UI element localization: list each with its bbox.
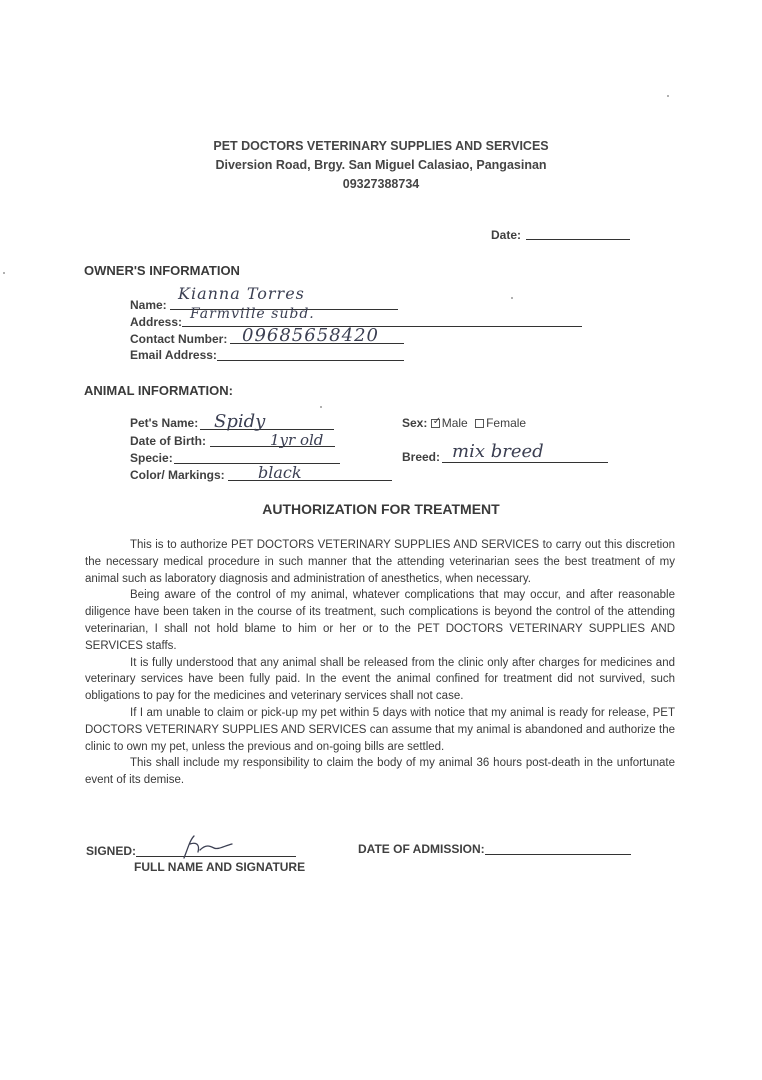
- female-option-label: Female: [486, 416, 527, 430]
- male-check-mark: ✓: [432, 416, 442, 428]
- authorization-body: [85, 537, 675, 789]
- pet-name-handwritten: Spidy: [214, 411, 266, 432]
- business-address: Diversion Road, Brgy. San Miguel Calasiao, Pangasinan: [215, 158, 547, 172]
- date-field[interactable]: [526, 239, 630, 240]
- business-phone: 09327388734: [342, 177, 420, 191]
- owner-name-label: Name:: [130, 298, 167, 312]
- date-of-birth-label: Date of Birth:: [130, 434, 206, 448]
- signed-label: SIGNED:: [86, 844, 137, 858]
- authorization-paragraph: This shall include my responsibility to claim the body of my animal 36 hours post-death in the unfortunate event of its demise.: [85, 757, 675, 787]
- authorization-paragraph: This is to authorize PET DOCTORS VETERINARY SUPPLIES AND SERVICES to carry out this discretion the necessary medical procedure in such manner that the attending veterinarian sees the best treatment of my animal such as laboratory diagnosis and administration of anesthetics, when necessary.: [85, 539, 675, 585]
- specie-field[interactable]: [174, 463, 340, 464]
- business-name: PET DOCTORS VETERINARY SUPPLIES AND SERVICES: [213, 139, 549, 153]
- color-markings-handwritten: black: [258, 463, 302, 482]
- scan-speck: [511, 297, 513, 299]
- scan-speck: [667, 95, 669, 97]
- breed-handwritten: mix breed: [452, 441, 544, 462]
- male-option-label: Male: [441, 416, 468, 430]
- authorization-paragraph: Being aware of the control of my animal, whatever complications that may occur, and after reasonable diligence have been taken in the course of its treatment, such complications is beyond the control of the attending veterinarian, I shall not hold blame to him or her or to the PET DOCTORS VETERINARY SUPPLIES AND SERVICES staffs.: [85, 589, 675, 652]
- male-checkbox[interactable]: [431, 416, 442, 428]
- authorization-paragraph: It is fully understood that any animal shall be released from the clinic only after charges for medicines and veterinary services have been fully paid. In the event the animal confined for treatment did not survived, such obligations to pay for the medicines and veterinary services shall not case.: [85, 656, 675, 703]
- contact-number-handwritten: 09685658420: [242, 325, 379, 346]
- color-markings-field[interactable]: [228, 480, 392, 481]
- specie-label: Specie:: [130, 451, 173, 465]
- date-label: Date:: [491, 228, 522, 242]
- female-checkbox[interactable]: [475, 419, 484, 428]
- authorization-paragraph: If I am unable to claim or pick-up my pet within 5 days with notice that my animal is ready for release, PET DOCTORS VETERINARY SUPPLIES AND SERVICES can assume that my animal is abandoned and authorize the clinic to own my pet, unless the previous and on-going bills are settled.: [85, 706, 675, 753]
- animal-section-title: ANIMAL INFORMATION:: [84, 383, 233, 398]
- email-label: Email Address:: [130, 348, 217, 362]
- breed-label: Breed:: [402, 450, 441, 464]
- owner-name-handwritten: Kianna Torres: [178, 284, 305, 303]
- date-of-birth-handwritten: 1yr old: [270, 431, 324, 449]
- date-of-admission-field[interactable]: [485, 854, 631, 855]
- owner-section-title: OWNER'S INFORMATION: [84, 263, 240, 278]
- contact-number-label: Contact Number:: [130, 332, 228, 346]
- scan-speck: [3, 272, 5, 274]
- authorization-title: AUTHORIZATION FOR TREATMENT: [262, 501, 500, 517]
- email-field[interactable]: [217, 360, 404, 361]
- owner-address-label: Address:: [130, 315, 183, 329]
- scan-speck: [320, 406, 322, 408]
- sex-label: Sex:: [402, 416, 428, 430]
- pet-name-label: Pet's Name:: [130, 416, 199, 430]
- color-markings-label: Color/ Markings:: [130, 468, 225, 482]
- signature-caption: FULL NAME AND SIGNATURE: [134, 860, 306, 874]
- sex-field: [402, 416, 526, 430]
- breed-field[interactable]: [442, 462, 608, 463]
- signature-scribble: [180, 834, 240, 860]
- date-of-admission-label: DATE OF ADMISSION:: [358, 842, 485, 856]
- owner-address-handwritten: Farmville subd.: [190, 306, 315, 322]
